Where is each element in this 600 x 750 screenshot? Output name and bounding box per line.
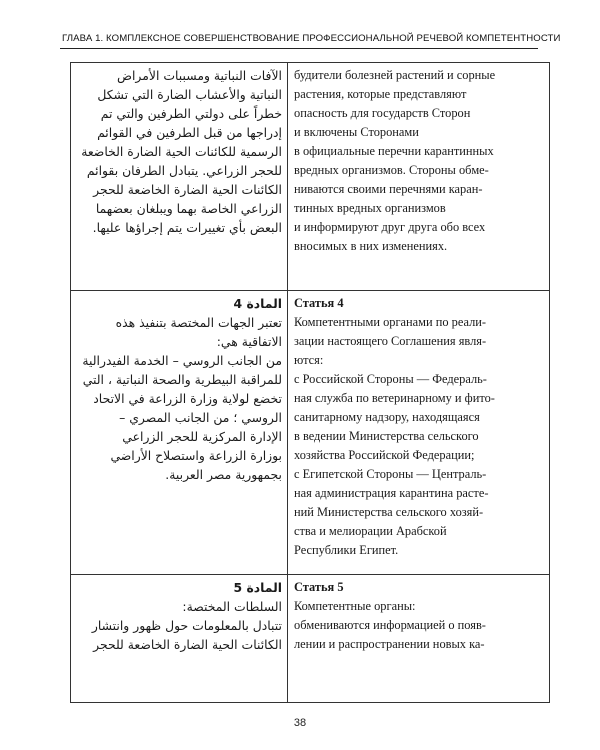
russian-line: ная служба по ветеринарному и фито-	[294, 391, 495, 405]
russian-cell	[288, 291, 550, 575]
russian-line: ются:	[294, 353, 324, 367]
arabic-line: إدراجها من قبل الطرفين في القوائم	[97, 125, 282, 140]
arabic-line: بجمهورية مصر العربية.	[165, 467, 282, 482]
russian-cell	[288, 63, 550, 291]
table-row	[71, 575, 550, 703]
russian-line: ниваются своими перечнями каран-	[294, 182, 483, 196]
header-rule	[60, 48, 538, 49]
arabic-line: الاتفاقية هي:	[216, 334, 282, 349]
arabic-cell	[71, 575, 288, 703]
russian-line: тинных вредных организмов	[294, 201, 446, 215]
russian-line: в ведении Министерства сельского	[294, 429, 479, 443]
page-number: 38	[293, 717, 307, 729]
russian-line: Компетентные органы:	[294, 599, 416, 613]
arabic-cell	[71, 63, 288, 291]
russian-line: вредных организмов. Стороны обме-	[294, 163, 489, 177]
russian-line: хозяйства Российской Федерации;	[294, 448, 475, 462]
russian-line: с Египетской Стороны — Централь-	[294, 467, 487, 481]
arabic-line: خطراً على دولتي الطرفين والتي تم	[100, 106, 282, 121]
russian-line: Компетентными органами по реали-	[294, 315, 487, 329]
russian-line: Республики Египет.	[294, 543, 399, 557]
table-row	[71, 63, 550, 291]
russian-line: ства и мелиорации Арабской	[294, 524, 447, 538]
russian-line: опасность для государств Сторон	[294, 106, 471, 120]
arabic-line: تعتبر الجهات المختصة بتنفيذ هذه	[115, 315, 282, 330]
russian-line: ная администрация карантина расте-	[294, 486, 489, 500]
table-row	[71, 291, 550, 575]
arabic-line: الروسي ؛ من الجانب المصري –	[119, 410, 282, 425]
arabic-line: الكائنات الحية الضارة الخاضعة للحجر	[93, 182, 282, 197]
russian-line: и включены Сторонами	[294, 125, 419, 139]
russian-line: в официальные перечни карантинных	[294, 144, 494, 158]
russian-line: обмениваются информацией о появ-	[294, 618, 486, 632]
russian-line: зации настоящего Соглашения явля-	[294, 334, 487, 348]
arabic-line: بوزارة الزراعة واستصلاح الأراضي	[110, 448, 282, 463]
russian-line: лении и распространении новых ка-	[294, 637, 485, 651]
arabic-article-title: المادة 4	[233, 296, 282, 311]
russian-line: будители болезней растений и сорные	[294, 68, 496, 82]
arabic-article-title: المادة 5	[233, 580, 282, 595]
arabic-line: النباتية والأعشاب الضارة التي تشكل	[97, 87, 282, 102]
arabic-line: للحجر الزراعي. يتبادل الطرفان بقوائم	[86, 163, 282, 178]
arabic-line: الزراعي الخاصة بهما ويبلغان بعضهما	[95, 201, 282, 216]
arabic-line: تخضع لولاية وزارة الزراعة في الاتحاد	[93, 391, 282, 406]
arabic-line: للمراقبة البيطرية والصحة النباتية ، التي	[82, 372, 282, 387]
arabic-cell	[71, 291, 288, 575]
russian-line: и информируют друг друга обо всех	[294, 220, 486, 234]
russian-line: вносимых в них изменениях.	[294, 239, 448, 253]
russian-cell	[288, 575, 550, 703]
arabic-line: الآفات النباتية ومسببات الأمراض	[117, 68, 282, 83]
arabic-line: تتبادل بالمعلومات حول ظهور وانتشار	[91, 618, 282, 633]
arabic-line: السلطات المختصة:	[182, 599, 282, 614]
arabic-line: من الجانب الروسي – الخدمة الفيدرالية	[82, 353, 282, 368]
arabic-line: البعض بأي تغييرات يتم إجراؤها عليها.	[92, 220, 282, 235]
russian-line: с Российской Стороны — Федераль-	[294, 372, 487, 386]
arabic-line: الإدارة المركزية للحجر الزراعي	[122, 429, 282, 444]
bilingual-table	[70, 62, 550, 703]
russian-line: санитарному надзору, находящаяся	[294, 410, 480, 424]
russian-line: растения, которые представляют	[294, 87, 467, 101]
russian-line: ний Министерства сельского хозяй-	[294, 505, 484, 519]
russian-article-title: Статья 5	[294, 580, 344, 594]
arabic-line: الرسمية للكائنات الحية الضارة الخاضعة	[81, 144, 282, 159]
running-header: ГЛАВА 1. КОМПЛЕКСНОЕ СОВЕРШЕНСТВОВАНИЕ ПРОФЕССИОНАЛЬНОЙ РЕЧЕВОЙ КОМПЕТЕНТНОСТИ	[62, 33, 561, 44]
arabic-line: الكائنات الحية الضارة الخاضعة للحجر	[93, 637, 282, 652]
russian-article-title: Статья 4	[294, 296, 344, 310]
